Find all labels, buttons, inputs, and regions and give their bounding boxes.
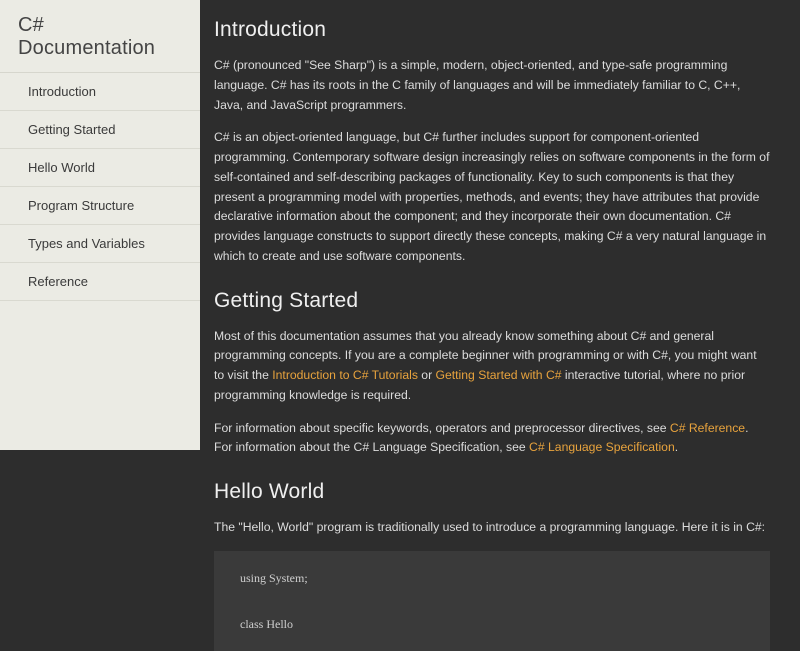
heading-introduction: Introduction bbox=[214, 18, 327, 41]
getting-started-paragraph-1 bbox=[214, 327, 770, 406]
heading-hello-world: Hello World bbox=[214, 480, 325, 504]
gs-text-1: Most of this documentation assumes that you already know something about C# and general programming concepts. If you are a complete beginner with programming or with C#, you might want to visit the bbox=[214, 328, 757, 383]
intro-paragraph-2: C# is an object-oriented language, but C# further includes support for component-oriented programming. Contemporary software design increasingly relies on software components in the form of self-contained and self-describing packages of functionality. Key to such components is that they present a programming model with properties, methods, and events; they have attributes that provide declarative information about the component; and they incorporate their own documentation. C# provides language constructs to support directly these concepts, making C# a very natural language in which to create and use software components. bbox=[214, 130, 770, 263]
main-content bbox=[200, 0, 800, 631]
link-csharp-reference[interactable]: C# Reference bbox=[669, 420, 746, 435]
sidebar-item-hello-world[interactable]: Hello World bbox=[0, 149, 200, 187]
hello-world-paragraph: The "Hello, World" program is traditionally used to introduce a programming language. Here it is in C#: bbox=[214, 520, 766, 535]
gs-text-5: . For information about the C# Language Specification, see bbox=[214, 420, 749, 455]
gs-text-3: interactive tutorial, where no prior programming knowledge is required. bbox=[214, 368, 746, 402]
link-getting-started-with-csharp[interactable]: Getting Started with C# bbox=[435, 368, 562, 383]
link-csharp-language-specification[interactable]: C# Language Specification bbox=[529, 440, 675, 455]
sidebar-item-program-structure[interactable]: Program Structure bbox=[0, 187, 200, 225]
code-block-hello-world: using System; class Hello bbox=[214, 551, 770, 651]
sidebar bbox=[0, 0, 200, 450]
sidebar-item-introduction[interactable]: Introduction bbox=[0, 73, 200, 111]
link-introduction-to-csharp-tutorials[interactable]: Introduction to C# Tutorials bbox=[272, 368, 418, 383]
sidebar-item-getting-started[interactable]: Getting Started bbox=[0, 111, 200, 149]
sidebar-title: C# Documentation bbox=[0, 0, 200, 73]
sidebar-item-types-and-variables[interactable]: Types and Variables bbox=[0, 225, 200, 263]
getting-started-paragraph-2 bbox=[214, 419, 770, 459]
heading-getting-started: Getting Started bbox=[214, 288, 359, 312]
gs-text-6: . bbox=[674, 440, 679, 455]
gs-text-2: or bbox=[417, 368, 436, 383]
intro-paragraph-1: C# (pronounced "See Sharp") is a simple, modern, object-oriented, and type-safe programming language. C# has its roots in the C family of languages and will be immediately familiar to C, C++, Java, and JavaScript programmers. bbox=[214, 58, 741, 112]
sidebar-item-reference[interactable]: Reference bbox=[0, 263, 200, 301]
gs-text-4: For information about specific keywords, operators and preprocessor directives, see bbox=[214, 420, 670, 435]
